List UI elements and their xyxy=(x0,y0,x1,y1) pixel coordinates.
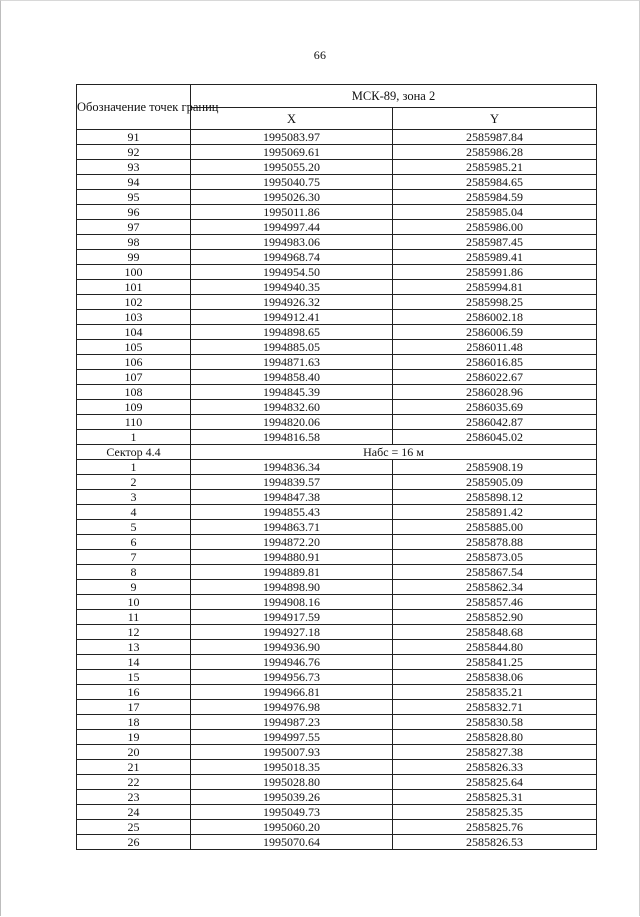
table-row xyxy=(77,790,597,805)
x-coordinate-cell: 1994983.06 xyxy=(191,235,393,250)
table-row xyxy=(77,805,597,820)
table-row xyxy=(77,625,597,640)
point-number-cell: 25 xyxy=(77,820,191,835)
x-coordinate-cell: 1994845.39 xyxy=(191,385,393,400)
x-coordinate-cell: 1994926.32 xyxy=(191,295,393,310)
x-coordinate-cell: 1994836.34 xyxy=(191,460,393,475)
point-number-cell: 8 xyxy=(77,565,191,580)
point-number-cell: 102 xyxy=(77,295,191,310)
y-coordinate-cell: 2586011.48 xyxy=(393,340,597,355)
table-row xyxy=(77,595,597,610)
point-number-cell: 2 xyxy=(77,475,191,490)
point-number-cell: 110 xyxy=(77,415,191,430)
point-number-cell: 109 xyxy=(77,400,191,415)
table-row xyxy=(77,760,597,775)
table-row xyxy=(77,520,597,535)
y-coordinate-cell: 2585857.46 xyxy=(393,595,597,610)
y-coordinate-cell: 2585986.00 xyxy=(393,220,597,235)
y-coordinate-cell: 2585862.34 xyxy=(393,580,597,595)
point-number-cell: 97 xyxy=(77,220,191,235)
x-coordinate-cell: 1994976.98 xyxy=(191,700,393,715)
y-coordinate-cell: 2585878.88 xyxy=(393,535,597,550)
table-row xyxy=(77,205,597,220)
table-header xyxy=(77,85,597,130)
x-coordinate-cell: 1995069.61 xyxy=(191,145,393,160)
x-coordinate-cell: 1994946.76 xyxy=(191,655,393,670)
y-coordinate-cell: 2585827.38 xyxy=(393,745,597,760)
table-row xyxy=(77,535,597,550)
y-coordinate-cell: 2585985.21 xyxy=(393,160,597,175)
table-row xyxy=(77,175,597,190)
table-row xyxy=(77,670,597,685)
y-coordinate-cell: 2585838.06 xyxy=(393,670,597,685)
table-row xyxy=(77,685,597,700)
point-number-cell: 99 xyxy=(77,250,191,265)
y-coordinate-cell: 2585987.45 xyxy=(393,235,597,250)
x-coordinate-cell: 1994858.40 xyxy=(191,370,393,385)
x-coordinate-cell: 1995026.30 xyxy=(191,190,393,205)
x-coordinate-cell: 1994917.59 xyxy=(191,610,393,625)
table-row xyxy=(77,265,597,280)
table-row xyxy=(77,295,597,310)
x-coordinate-cell: 1994880.91 xyxy=(191,550,393,565)
x-coordinate-cell: 1994847.38 xyxy=(191,490,393,505)
page-number: 66 xyxy=(313,48,327,62)
x-coordinate-cell: 1994839.57 xyxy=(191,475,393,490)
x-coordinate-cell: 1994997.44 xyxy=(191,220,393,235)
point-number-cell: 7 xyxy=(77,550,191,565)
x-coordinate-cell: 1995049.73 xyxy=(191,805,393,820)
point-number-cell: 101 xyxy=(77,280,191,295)
table-row xyxy=(77,400,597,415)
coordinates-table xyxy=(76,84,597,850)
x-coordinate-cell: 1994968.74 xyxy=(191,250,393,265)
y-coordinate-cell: 2586035.69 xyxy=(393,400,597,415)
point-number-cell: 3 xyxy=(77,490,191,505)
point-number-cell: 23 xyxy=(77,790,191,805)
point-number-cell: 10 xyxy=(77,595,191,610)
y-coordinate-cell: 2586042.87 xyxy=(393,415,597,430)
table-row xyxy=(77,655,597,670)
x-coordinate-cell: 1995070.64 xyxy=(191,835,393,850)
table-row xyxy=(77,490,597,505)
table-row xyxy=(77,385,597,400)
point-label-header: Обозначение точек границ xyxy=(77,85,191,130)
point-number-cell: 107 xyxy=(77,370,191,385)
point-number-cell: 24 xyxy=(77,805,191,820)
point-number-cell: 19 xyxy=(77,730,191,745)
sector-height: Набс = 16 м xyxy=(191,445,597,460)
point-number-cell: 11 xyxy=(77,610,191,625)
table-row xyxy=(77,340,597,355)
y-column-header: Y xyxy=(393,108,597,130)
x-coordinate-cell: 1994863.71 xyxy=(191,520,393,535)
y-coordinate-cell: 2585825.76 xyxy=(393,820,597,835)
y-coordinate-cell: 2586002.18 xyxy=(393,310,597,325)
point-number-cell: 17 xyxy=(77,700,191,715)
y-coordinate-cell: 2585825.31 xyxy=(393,790,597,805)
x-coordinate-cell: 1995039.26 xyxy=(191,790,393,805)
point-number-cell: 103 xyxy=(77,310,191,325)
x-coordinate-cell: 1994908.16 xyxy=(191,595,393,610)
table-row xyxy=(77,430,597,445)
point-number-cell: 106 xyxy=(77,355,191,370)
x-coordinate-cell: 1994954.50 xyxy=(191,265,393,280)
x-coordinate-cell: 1995007.93 xyxy=(191,745,393,760)
y-coordinate-cell: 2585867.54 xyxy=(393,565,597,580)
point-number-cell: 92 xyxy=(77,145,191,160)
table-row xyxy=(77,700,597,715)
point-number-cell: 18 xyxy=(77,715,191,730)
point-number-cell: 5 xyxy=(77,520,191,535)
point-number-cell: 15 xyxy=(77,670,191,685)
x-coordinate-cell: 1994997.55 xyxy=(191,730,393,745)
y-coordinate-cell: 2586006.59 xyxy=(393,325,597,340)
x-coordinate-cell: 1994871.63 xyxy=(191,355,393,370)
coord-system-header: МСК-89, зона 2 xyxy=(191,85,597,108)
point-number-cell: 1 xyxy=(77,460,191,475)
y-coordinate-cell: 2585844.80 xyxy=(393,640,597,655)
y-coordinate-cell: 2585984.59 xyxy=(393,190,597,205)
x-coordinate-cell: 1994936.90 xyxy=(191,640,393,655)
point-number-cell: 108 xyxy=(77,385,191,400)
table-row xyxy=(77,250,597,265)
point-number-cell: 13 xyxy=(77,640,191,655)
table-row xyxy=(77,370,597,385)
x-coordinate-cell: 1995083.97 xyxy=(191,130,393,145)
y-coordinate-cell: 2585987.84 xyxy=(393,130,597,145)
table-row xyxy=(77,220,597,235)
table-row xyxy=(77,820,597,835)
sector-section xyxy=(77,445,597,460)
point-number-cell: 91 xyxy=(77,130,191,145)
y-coordinate-cell: 2585908.19 xyxy=(393,460,597,475)
table-row xyxy=(77,235,597,250)
point-number-cell: 22 xyxy=(77,775,191,790)
point-number-cell: 21 xyxy=(77,760,191,775)
y-coordinate-cell: 2585986.28 xyxy=(393,145,597,160)
table-row xyxy=(77,550,597,565)
y-coordinate-cell: 2585873.05 xyxy=(393,550,597,565)
y-coordinate-cell: 2585835.21 xyxy=(393,685,597,700)
y-coordinate-cell: 2585891.42 xyxy=(393,505,597,520)
y-coordinate-cell: 2585905.09 xyxy=(393,475,597,490)
x-coordinate-cell: 1994898.90 xyxy=(191,580,393,595)
y-coordinate-cell: 2585825.64 xyxy=(393,775,597,790)
table-body-part1 xyxy=(77,130,597,445)
x-coordinate-cell: 1994898.65 xyxy=(191,325,393,340)
sector-row xyxy=(77,445,597,460)
table-row xyxy=(77,640,597,655)
y-coordinate-cell: 2585828.80 xyxy=(393,730,597,745)
sector-name: Сектор 4.4 xyxy=(77,445,191,460)
y-coordinate-cell: 2585985.04 xyxy=(393,205,597,220)
point-number-cell: 16 xyxy=(77,685,191,700)
y-coordinate-cell: 2585826.53 xyxy=(393,835,597,850)
table-row xyxy=(77,565,597,580)
table-row xyxy=(77,460,597,475)
point-number-cell: 96 xyxy=(77,205,191,220)
table-row xyxy=(77,145,597,160)
table-row xyxy=(77,610,597,625)
table-row xyxy=(77,160,597,175)
x-coordinate-cell: 1994820.06 xyxy=(191,415,393,430)
x-coordinate-cell: 1995040.75 xyxy=(191,175,393,190)
table-row xyxy=(77,745,597,760)
table-row xyxy=(77,280,597,295)
x-column-header: X xyxy=(191,108,393,130)
x-coordinate-cell: 1994855.43 xyxy=(191,505,393,520)
point-number-cell: 12 xyxy=(77,625,191,640)
point-number-cell: 6 xyxy=(77,535,191,550)
x-coordinate-cell: 1995060.20 xyxy=(191,820,393,835)
table-body-part2 xyxy=(77,460,597,850)
x-coordinate-cell: 1994912.41 xyxy=(191,310,393,325)
y-coordinate-cell: 2586028.96 xyxy=(393,385,597,400)
point-number-cell: 9 xyxy=(77,580,191,595)
table-row xyxy=(77,580,597,595)
table-row xyxy=(77,415,597,430)
y-coordinate-cell: 2585852.90 xyxy=(393,610,597,625)
table-row xyxy=(77,475,597,490)
y-coordinate-cell: 2585841.25 xyxy=(393,655,597,670)
y-coordinate-cell: 2586022.67 xyxy=(393,370,597,385)
y-coordinate-cell: 2585984.65 xyxy=(393,175,597,190)
x-coordinate-cell: 1994885.05 xyxy=(191,340,393,355)
point-number-cell: 95 xyxy=(77,190,191,205)
table-row xyxy=(77,325,597,340)
y-coordinate-cell: 2585885.00 xyxy=(393,520,597,535)
table-row xyxy=(77,715,597,730)
x-coordinate-cell: 1994889.81 xyxy=(191,565,393,580)
table-row xyxy=(77,310,597,325)
y-coordinate-cell: 2586045.02 xyxy=(393,430,597,445)
x-coordinate-cell: 1994940.35 xyxy=(191,280,393,295)
x-coordinate-cell: 1994966.81 xyxy=(191,685,393,700)
point-number-cell: 26 xyxy=(77,835,191,850)
point-number-cell: 1 xyxy=(77,430,191,445)
x-coordinate-cell: 1994956.73 xyxy=(191,670,393,685)
y-coordinate-cell: 2585830.58 xyxy=(393,715,597,730)
x-coordinate-cell: 1994832.60 xyxy=(191,400,393,415)
table-row xyxy=(77,190,597,205)
y-coordinate-cell: 2585826.33 xyxy=(393,760,597,775)
point-number-cell: 94 xyxy=(77,175,191,190)
point-number-cell: 100 xyxy=(77,265,191,280)
table-row xyxy=(77,355,597,370)
x-coordinate-cell: 1995028.80 xyxy=(191,775,393,790)
x-coordinate-cell: 1995018.35 xyxy=(191,760,393,775)
point-number-cell: 98 xyxy=(77,235,191,250)
y-coordinate-cell: 2585998.25 xyxy=(393,295,597,310)
x-coordinate-cell: 1994816.58 xyxy=(191,430,393,445)
y-coordinate-cell: 2585989.41 xyxy=(393,250,597,265)
point-number-cell: 4 xyxy=(77,505,191,520)
y-coordinate-cell: 2585994.81 xyxy=(393,280,597,295)
y-coordinate-cell: 2585898.12 xyxy=(393,490,597,505)
x-coordinate-cell: 1994927.18 xyxy=(191,625,393,640)
y-coordinate-cell: 2585825.35 xyxy=(393,805,597,820)
table-row xyxy=(77,730,597,745)
y-coordinate-cell: 2585848.68 xyxy=(393,625,597,640)
table-row xyxy=(77,130,597,145)
point-number-cell: 104 xyxy=(77,325,191,340)
table-row xyxy=(77,505,597,520)
x-coordinate-cell: 1994987.23 xyxy=(191,715,393,730)
x-coordinate-cell: 1995011.86 xyxy=(191,205,393,220)
table-row xyxy=(77,775,597,790)
point-number-cell: 14 xyxy=(77,655,191,670)
point-number-cell: 93 xyxy=(77,160,191,175)
y-coordinate-cell: 2585832.71 xyxy=(393,700,597,715)
x-coordinate-cell: 1994872.20 xyxy=(191,535,393,550)
table-row xyxy=(77,835,597,850)
point-number-cell: 20 xyxy=(77,745,191,760)
y-coordinate-cell: 2585991.86 xyxy=(393,265,597,280)
point-number-cell: 105 xyxy=(77,340,191,355)
x-coordinate-cell: 1995055.20 xyxy=(191,160,393,175)
y-coordinate-cell: 2586016.85 xyxy=(393,355,597,370)
